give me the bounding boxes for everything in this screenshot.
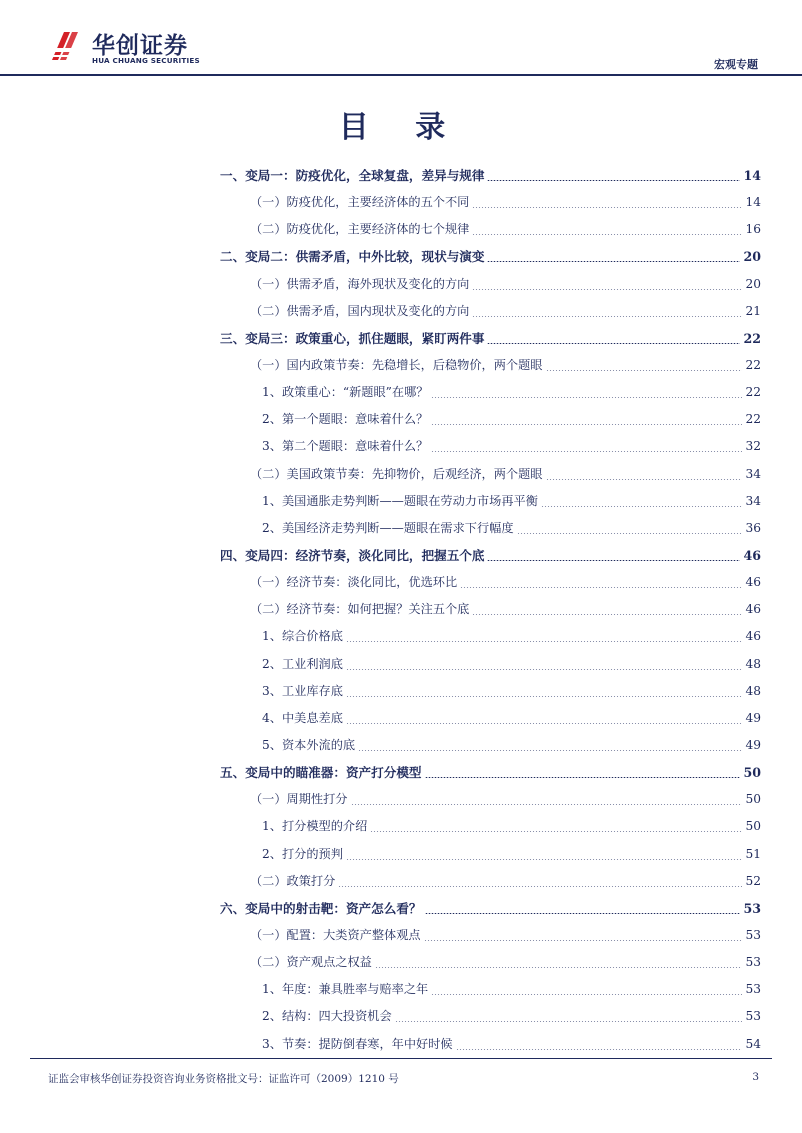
page-number: 3	[752, 1071, 759, 1083]
toc-dot-leader	[487, 343, 740, 344]
toc-entry-label: 1、政策重心：“新题眼”在哪？	[262, 385, 429, 400]
toc-dot-leader	[346, 669, 743, 670]
toc-dot-leader	[487, 560, 740, 561]
toc-dot-leader	[460, 587, 742, 588]
toc-entry-label: （一）周期性打分	[250, 792, 348, 807]
toc-entry-label: 1、美国通胀走势判断——题眼在劳动力市场再平衡	[262, 493, 538, 508]
toc-entry[interactable]	[220, 433, 761, 460]
toc-entry[interactable]	[220, 705, 761, 732]
toc-dot-leader	[346, 696, 743, 697]
toc-entry-page: 22	[743, 330, 761, 346]
toc-entry[interactable]	[220, 651, 761, 678]
toc-entry[interactable]	[220, 976, 761, 1003]
footer-disclaimer: 证监会审核华创证券投资咨询业务资格批文号：证监许可（2009）1210 号	[48, 1073, 399, 1085]
toc-entry-page: 51	[745, 846, 761, 861]
toc-entry-label: （二）美国政策节奏：先抑物价，后观经济，两个题眼	[250, 466, 543, 481]
toc-entry[interactable]	[220, 325, 761, 352]
toc-dot-leader	[472, 207, 742, 208]
toc-entry-label: 5、资本外流的底	[262, 737, 356, 752]
toc-dot-leader	[431, 424, 742, 425]
toc-entry-page: 50	[745, 819, 761, 834]
toc-entry-page: 54	[745, 1036, 761, 1051]
toc-dot-leader	[472, 614, 742, 615]
toc-entry-label: 3、节奏：提防倒春寒，年中好时候	[262, 1036, 453, 1051]
toc-entry[interactable]	[220, 515, 761, 542]
toc-entry-label: 二、变局二：供需矛盾，中外比较，现状与演变	[220, 249, 485, 265]
toc-entry-label: 2、第一个题眼：意味着什么？	[262, 412, 429, 427]
table-of-contents	[220, 162, 761, 1058]
page-header	[0, 0, 802, 76]
toc-dot-leader	[431, 994, 742, 995]
toc-entry[interactable]	[220, 243, 761, 270]
toc-entry[interactable]	[220, 461, 761, 488]
toc-dot-leader	[546, 370, 743, 371]
header-divider	[0, 74, 802, 76]
toc-entry-page: 34	[745, 493, 761, 508]
toc-dot-leader	[358, 750, 742, 751]
toc-entry[interactable]	[220, 813, 761, 840]
toc-dot-leader	[456, 1049, 743, 1050]
toc-entry[interactable]	[220, 352, 761, 379]
toc-dot-leader	[431, 397, 742, 398]
toc-entry[interactable]	[220, 569, 761, 596]
toc-entry-page: 22	[745, 385, 761, 400]
toc-entry-page: 48	[745, 683, 761, 698]
huachuang-logo-icon	[50, 28, 84, 62]
toc-entry-label: 六、变局中的射击靶：资产怎么看？	[220, 900, 422, 916]
toc-entry-label: （二）防疫优化，主要经济体的七个规律	[250, 222, 470, 237]
toc-entry-page: 14	[745, 195, 761, 210]
toc-entry-page: 21	[745, 303, 761, 318]
toc-entry-page: 34	[745, 466, 761, 481]
toc-entry-page: 20	[743, 249, 761, 265]
toc-entry-page: 22	[745, 412, 761, 427]
toc-entry-label: 2、美国经济走势判断——题眼在需求下行幅度	[262, 520, 514, 535]
toc-entry[interactable]	[220, 786, 761, 813]
toc-entry-label: 1、打分模型的介绍	[262, 819, 368, 834]
toc-entry-page: 46	[743, 547, 761, 563]
toc-dot-leader	[487, 261, 740, 262]
toc-entry[interactable]	[220, 596, 761, 623]
toc-entry-label: （一）国内政策节奏：先稳增长，后稳物价，两个题眼	[250, 357, 543, 372]
toc-entry[interactable]	[220, 298, 761, 325]
toc-dot-leader	[472, 234, 742, 235]
toc-entry-label: （二）资产观点之权益	[250, 955, 372, 970]
toc-entry[interactable]	[220, 216, 761, 243]
toc-entry-label: （一）防疫优化，主要经济体的五个不同	[250, 195, 470, 210]
toc-dot-leader	[425, 777, 741, 778]
toc-entry-page: 16	[745, 222, 761, 237]
toc-dot-leader	[351, 804, 743, 805]
toc-entry[interactable]	[220, 841, 761, 868]
toc-entry-page: 36	[745, 520, 761, 535]
toc-entry-label: 四、变局四：经济节奏，淡化同比，把握五个底	[220, 547, 485, 563]
toc-entry-label: 4、中美息差底	[262, 710, 343, 725]
footer-divider	[30, 1058, 772, 1059]
toc-entry-page: 53	[745, 982, 761, 997]
toc-entry-page: 46	[745, 575, 761, 590]
toc-entry-page: 22	[745, 357, 761, 372]
toc-entry-label: 3、工业库存底	[262, 683, 343, 698]
toc-entry-page: 50	[743, 765, 761, 781]
toc-entry-label: 五、变局中的瞄准器：资产打分模型	[220, 765, 422, 781]
toc-entry[interactable]	[220, 868, 761, 895]
toc-dot-leader	[338, 886, 742, 887]
toc-dot-leader	[395, 1021, 743, 1022]
toc-dot-leader	[541, 506, 743, 507]
toc-dot-leader	[346, 723, 743, 724]
toc-entry-label: 3、第二个题眼：意味着什么？	[262, 439, 429, 454]
toc-dot-leader	[472, 316, 742, 317]
toc-entry[interactable]	[220, 1031, 761, 1058]
toc-entry[interactable]	[220, 542, 761, 569]
toc-dot-leader	[546, 479, 743, 480]
toc-entry[interactable]	[220, 949, 761, 976]
toc-entry-page: 53	[745, 927, 761, 942]
toc-dot-leader	[487, 180, 740, 181]
toc-entry[interactable]	[220, 623, 761, 650]
toc-dot-leader	[370, 831, 742, 832]
brand-name-en: HUA CHUANG SECURITIES	[92, 56, 200, 65]
toc-entry-label: （二）经济节奏：如何把握？关注五个底	[250, 602, 470, 617]
toc-title: 目 录	[338, 110, 464, 145]
toc-entry[interactable]	[220, 732, 761, 759]
toc-entry-label: （一）供需矛盾，海外现状及变化的方向	[250, 276, 470, 291]
toc-entry-label: 三、变局三：政策重心，抓住题眼，紧盯两件事	[220, 330, 485, 346]
toc-dot-leader	[472, 289, 742, 290]
toc-entry[interactable]	[220, 895, 761, 922]
toc-entry-page: 53	[745, 955, 761, 970]
toc-entry-label: 2、打分的预判	[262, 846, 343, 861]
toc-entry-label: （二）供需矛盾，国内现状及变化的方向	[250, 303, 470, 318]
toc-entry-page: 53	[743, 900, 761, 916]
toc-entry[interactable]	[220, 759, 761, 786]
toc-entry[interactable]	[220, 162, 761, 189]
toc-dot-leader	[375, 967, 743, 968]
toc-entry-page: 48	[745, 656, 761, 671]
toc-dot-leader	[425, 913, 741, 914]
toc-dot-leader	[346, 641, 743, 642]
toc-dot-leader	[517, 533, 743, 534]
toc-entry-label: 一、变局一：防疫优化，全球复盘，差异与规律	[220, 168, 485, 183]
toc-entry-label: 1、年度：兼具胜率与赔率之年	[262, 982, 429, 997]
toc-entry[interactable]	[220, 488, 761, 515]
toc-entry-page: 49	[745, 710, 761, 725]
toc-entry-label: 2、工业利润底	[262, 656, 343, 671]
toc-entry[interactable]	[220, 406, 761, 433]
toc-entry-page: 14	[743, 168, 761, 183]
toc-entry-label: （一）配置：大类资产整体观点	[250, 927, 421, 942]
toc-entry-label: 1、综合价格底	[262, 629, 343, 644]
toc-entry-page: 50	[745, 792, 761, 807]
toc-entry-page: 46	[745, 602, 761, 617]
toc-entry[interactable]	[220, 189, 761, 216]
toc-entry-page: 46	[745, 629, 761, 644]
toc-entry-label: （二）政策打分	[250, 873, 336, 888]
brand-name-cn: 华创证券	[92, 33, 188, 59]
toc-dot-leader	[431, 451, 742, 452]
toc-entry-label: （一）经济节奏：淡化同比，优选环比	[250, 575, 458, 590]
toc-entry[interactable]	[220, 379, 761, 406]
toc-entry[interactable]	[220, 922, 761, 949]
toc-entry[interactable]	[220, 271, 761, 298]
toc-dot-leader	[424, 940, 743, 941]
toc-entry[interactable]	[220, 1003, 761, 1030]
toc-entry-page: 49	[745, 737, 761, 752]
report-type-tag: 宏观专题	[714, 58, 758, 71]
toc-entry-page: 53	[745, 1009, 761, 1024]
toc-entry-page: 20	[745, 276, 761, 291]
toc-entry-page: 32	[745, 439, 761, 454]
toc-entry-page: 52	[745, 873, 761, 888]
toc-dot-leader	[346, 859, 743, 860]
toc-entry[interactable]	[220, 678, 761, 705]
toc-entry-label: 2、结构：四大投资机会	[262, 1009, 392, 1024]
